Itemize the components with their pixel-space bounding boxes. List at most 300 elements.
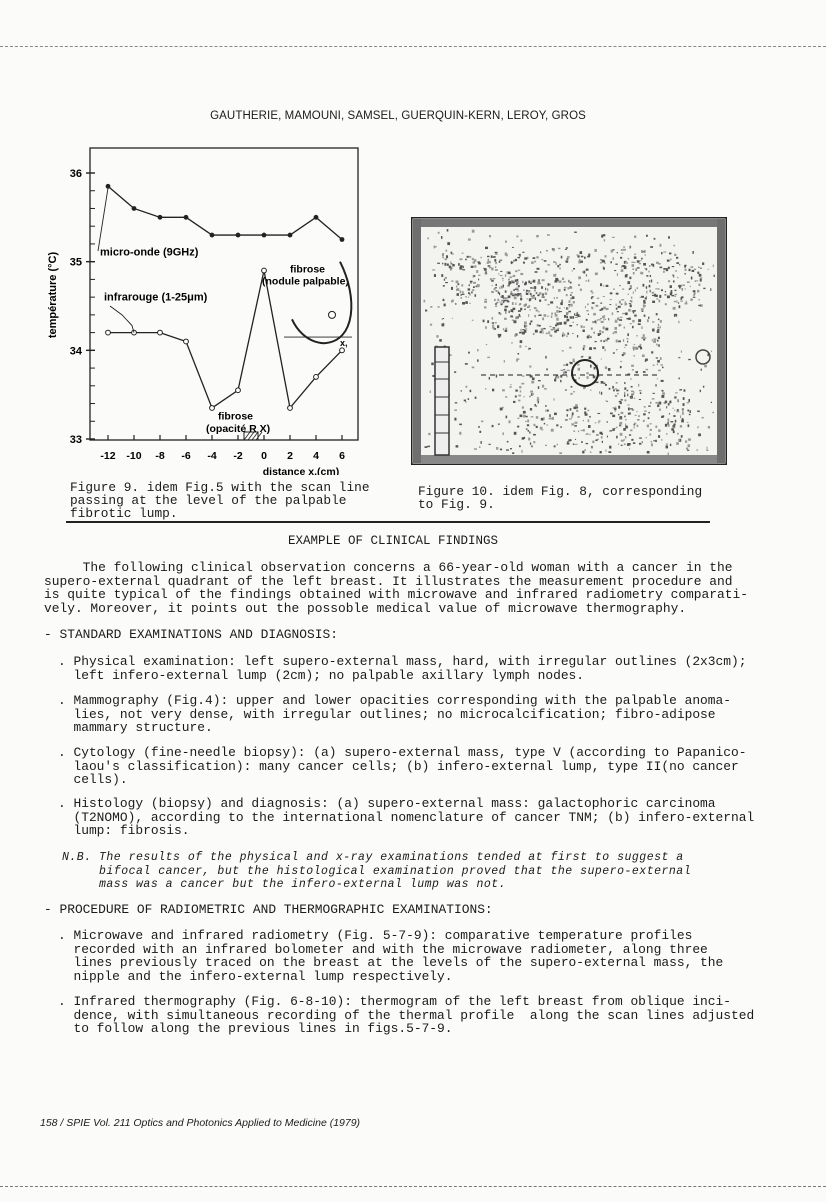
thermogram-speckle bbox=[536, 426, 538, 428]
thermogram-speckle bbox=[554, 398, 555, 400]
thermogram-speckle bbox=[519, 345, 521, 347]
thermogram-speckle bbox=[659, 295, 661, 298]
thermogram-speckle bbox=[544, 423, 545, 425]
thermogram-speckle bbox=[687, 410, 689, 412]
thermogram-speckle bbox=[503, 432, 504, 435]
thermogram-speckle bbox=[677, 433, 679, 435]
thermogram-speckle bbox=[674, 301, 676, 302]
thermogram-speckle bbox=[652, 339, 653, 341]
thermogram-speckle bbox=[562, 350, 564, 351]
thermogram-speckle bbox=[457, 283, 459, 285]
thermogram-speckle bbox=[535, 271, 538, 273]
thermogram-speckle bbox=[642, 355, 645, 357]
thermogram-speckle bbox=[590, 389, 591, 390]
thermogram-speckle bbox=[633, 346, 635, 349]
thermogram-speckle bbox=[570, 294, 572, 295]
thermogram-speckle bbox=[599, 330, 601, 332]
thermogram-speckle bbox=[677, 409, 679, 410]
thermogram-speckle bbox=[697, 290, 699, 293]
thermogram-speckle bbox=[693, 297, 696, 298]
thermogram-speckle bbox=[442, 256, 444, 258]
thermogram-speckle bbox=[631, 365, 634, 367]
thermogram-speckle bbox=[573, 301, 575, 303]
thermogram-speckle bbox=[457, 293, 459, 296]
thermogram-speckle bbox=[462, 302, 465, 305]
microwave-point bbox=[106, 184, 111, 189]
thermogram-speckle bbox=[494, 299, 495, 301]
thermogram-speckle bbox=[434, 274, 436, 277]
thermogram-speckle bbox=[689, 269, 691, 271]
thermogram-speckle bbox=[560, 375, 562, 378]
thermogram-speckle bbox=[677, 277, 678, 278]
thermogram-speckle bbox=[445, 258, 447, 260]
thermogram-speckle bbox=[668, 424, 669, 427]
standard-heading: - STANDARD EXAMINATIONS AND DIAGNOSIS: bbox=[44, 627, 338, 642]
thermogram-speckle bbox=[625, 419, 626, 420]
thermogram-speckle bbox=[658, 300, 660, 303]
thermogram-speckle bbox=[655, 295, 656, 296]
thermogram-speckle bbox=[571, 386, 573, 388]
thermogram-speckle bbox=[594, 331, 595, 333]
thermogram-speckle bbox=[493, 256, 496, 258]
thermogram-speckle bbox=[495, 322, 497, 323]
thermogram-speckle bbox=[546, 368, 548, 370]
thermogram-speckle bbox=[469, 256, 471, 258]
thermogram-speckle bbox=[566, 320, 567, 321]
thermogram-speckle bbox=[676, 314, 677, 317]
thermogram-speckle bbox=[489, 235, 491, 237]
thermogram-speckle bbox=[570, 304, 572, 307]
y-tick-label: 35 bbox=[69, 256, 82, 269]
thermogram-speckle bbox=[496, 447, 498, 450]
thermogram-speckle bbox=[487, 261, 488, 264]
thermogram-speckle bbox=[603, 285, 604, 287]
thermogram-speckle bbox=[608, 368, 610, 371]
thermogram-speckle bbox=[489, 261, 491, 263]
thermogram-speckle bbox=[643, 263, 646, 266]
thermogram-speckle bbox=[561, 300, 562, 303]
thermogram-speckle bbox=[515, 395, 517, 397]
thermogram-speckle bbox=[700, 268, 702, 269]
thermogram-speckle bbox=[535, 298, 536, 301]
thermogram-speckle bbox=[688, 359, 691, 360]
thermogram-speckle bbox=[496, 290, 497, 291]
thermogram-speckle bbox=[606, 367, 608, 369]
thermogram-speckle bbox=[613, 289, 614, 290]
thermogram-speckle bbox=[555, 377, 556, 379]
thermogram-speckle bbox=[614, 327, 617, 330]
thermogram-speckle bbox=[624, 261, 626, 264]
thermogram-speckle bbox=[663, 268, 665, 270]
thermogram-speckle bbox=[522, 375, 525, 376]
nb-note: N.B. The results of the physical and x-ray examinations tended at first to suggest a bifocal cancer, but the histological examination proved that the supero-external mass was a cancer but the infero-external lump was not. bbox=[62, 851, 692, 891]
thermogram-speckle bbox=[652, 301, 655, 303]
thermogram-speckle bbox=[520, 415, 523, 418]
thermogram-speckle bbox=[617, 393, 619, 395]
thermogram-speckle bbox=[519, 304, 521, 305]
thermogram-speckle bbox=[673, 275, 674, 278]
thermogram-speckle bbox=[520, 294, 522, 296]
thermogram-speckle bbox=[621, 445, 623, 446]
thermogram-speckle bbox=[673, 408, 674, 409]
thermogram-speckle bbox=[562, 334, 563, 336]
thermogram-speckle bbox=[554, 413, 557, 415]
thermogram-speckle bbox=[634, 254, 635, 255]
thermogram-speckle bbox=[688, 399, 690, 402]
thermogram-speckle bbox=[646, 296, 647, 297]
thermogram-speckle bbox=[599, 391, 600, 394]
thermogram-speckle bbox=[495, 303, 497, 304]
thermogram-speckle bbox=[545, 405, 547, 407]
thermogram-speckle bbox=[586, 274, 587, 276]
thermogram-speckle bbox=[662, 367, 664, 369]
thermogram-speckle bbox=[592, 441, 594, 443]
thermogram-speckle bbox=[491, 268, 493, 271]
thermogram-speckle bbox=[657, 282, 658, 284]
thermogram-speckle bbox=[431, 363, 433, 366]
thermogram-speckle bbox=[509, 276, 511, 278]
list-item-physical-exam: . Physical examination: left supero-external mass, hard, with irregular outlines (2x3cm); left infero-external lump (2cm); no palpable axillary lymph nodes. bbox=[58, 654, 747, 683]
thermogram-speckle bbox=[621, 304, 623, 305]
fibrose-bottom-label-2: (opacité R X) bbox=[206, 422, 271, 435]
thermogram-speckle bbox=[625, 344, 627, 345]
thermogram-speckle bbox=[629, 448, 630, 449]
thermogram-speckle bbox=[571, 415, 572, 418]
thermogram-speckle bbox=[666, 445, 669, 448]
thermogram-speckle bbox=[619, 422, 622, 425]
thermogram-speckle bbox=[654, 238, 656, 240]
thermogram-speckle bbox=[613, 352, 615, 353]
thermogram-speckle bbox=[560, 303, 562, 304]
thermogram-speckle bbox=[616, 340, 618, 343]
thermogram-speckle bbox=[538, 386, 539, 389]
thermogram-speckle bbox=[643, 413, 646, 415]
thermogram-speckle bbox=[514, 297, 517, 300]
thermogram-speckle bbox=[457, 288, 459, 290]
thermogram-speckle bbox=[518, 400, 520, 402]
thermogram-speckle bbox=[565, 389, 567, 390]
thermogram-speckle bbox=[641, 308, 644, 311]
thermogram-speckle bbox=[472, 289, 474, 291]
thermogram-speckle bbox=[558, 289, 561, 292]
thermogram-speckle bbox=[545, 292, 547, 294]
thermogram-speckle bbox=[690, 286, 691, 287]
thermogram-speckle bbox=[565, 419, 568, 420]
thermogram-speckle bbox=[588, 419, 590, 422]
thermogram-speckle bbox=[658, 337, 660, 339]
thermogram-speckle bbox=[645, 268, 647, 269]
thermogram-speckle bbox=[598, 319, 601, 320]
thermogram-speckle bbox=[459, 258, 462, 260]
fibrose-bottom-label: fibrose bbox=[218, 410, 254, 423]
thermogram-speckle bbox=[700, 390, 701, 392]
thermogram-speckle bbox=[477, 284, 480, 287]
thermogram-speckle bbox=[676, 262, 679, 264]
thermogram-speckle bbox=[475, 397, 477, 399]
thermogram-speckle bbox=[650, 429, 652, 431]
thermogram-speckle bbox=[624, 266, 627, 269]
thermogram-speckle bbox=[666, 433, 667, 435]
thermogram-speckle bbox=[676, 300, 677, 303]
thermogram-speckle bbox=[450, 261, 451, 263]
thermogram-speckle bbox=[546, 333, 548, 335]
thermogram-speckle bbox=[556, 424, 558, 426]
thermogram-speckle bbox=[621, 299, 624, 300]
thermogram-speckle bbox=[505, 252, 507, 254]
thermogram-speckle bbox=[445, 277, 447, 279]
top-scan-line bbox=[0, 46, 826, 47]
thermogram-speckle bbox=[609, 388, 611, 390]
thermogram-speckle bbox=[586, 443, 588, 444]
thermogram-speckle bbox=[600, 318, 602, 319]
thermogram-speckle bbox=[659, 409, 661, 411]
thermogram-speckle bbox=[547, 410, 549, 412]
x-tick-label: 4 bbox=[313, 450, 319, 462]
thermogram-speckle bbox=[500, 449, 502, 451]
thermogram-speckle bbox=[604, 315, 605, 316]
thermogram-speckle bbox=[633, 355, 634, 356]
thermogram-speckle bbox=[569, 300, 571, 303]
thermogram-speckle bbox=[548, 331, 550, 333]
thermogram-speckle bbox=[456, 445, 459, 447]
thermogram-speckle bbox=[505, 311, 507, 314]
x-tick-label: 0 bbox=[261, 450, 267, 462]
thermogram-speckle bbox=[499, 260, 502, 261]
thermogram-speckle bbox=[441, 236, 442, 239]
thermogram-speckle bbox=[621, 399, 623, 400]
thermogram-speckle bbox=[649, 280, 650, 282]
thermogram-speckle bbox=[473, 286, 475, 288]
thermogram-speckle bbox=[574, 232, 577, 233]
thermogram-speckle bbox=[601, 308, 603, 310]
thermogram-speckle bbox=[661, 439, 662, 441]
thermogram-speckle bbox=[627, 333, 629, 336]
thermogram-speckle bbox=[568, 439, 570, 441]
thermogram-speckle bbox=[498, 273, 500, 274]
thermogram-speckle bbox=[556, 306, 558, 308]
thermogram-speckle bbox=[629, 246, 630, 249]
thermogram-speckle bbox=[650, 290, 651, 293]
thermogram-speckle bbox=[639, 443, 641, 444]
thermogram-speckle bbox=[582, 451, 584, 454]
y-axis-label: température (°C) bbox=[47, 251, 59, 339]
thermogram-speckle bbox=[520, 340, 523, 343]
thermogram-speckle bbox=[465, 296, 467, 297]
thermogram-speckle bbox=[538, 315, 541, 316]
thermogram-speckle bbox=[624, 382, 625, 384]
thermogram-speckle bbox=[601, 436, 603, 438]
thermogram-speckle bbox=[638, 415, 640, 417]
thermogram-speckle bbox=[530, 391, 533, 393]
thermogram-speckle bbox=[713, 412, 714, 413]
thermogram-speckle bbox=[685, 265, 686, 266]
thermogram-speckle bbox=[595, 440, 597, 442]
thermogram-speckle bbox=[690, 266, 693, 268]
thermogram-speckle bbox=[592, 302, 595, 304]
thermogram-speckle bbox=[643, 339, 645, 341]
thermogram-speckle bbox=[558, 248, 560, 249]
thermogram-speckle bbox=[619, 301, 621, 304]
thermogram-speckle bbox=[595, 273, 598, 276]
thermogram-speckle bbox=[667, 260, 670, 262]
thermogram-speckle bbox=[713, 265, 714, 268]
thermogram-speckle bbox=[446, 250, 448, 252]
thermogram-speckle bbox=[489, 267, 491, 268]
thermogram-speckle bbox=[461, 297, 462, 298]
thermogram-speckle bbox=[590, 336, 592, 337]
thermogram-speckle bbox=[520, 315, 521, 317]
thermogram-speckle bbox=[619, 419, 622, 420]
thermogram-speckle bbox=[629, 434, 631, 435]
fibrose-top-label: fibrose bbox=[290, 263, 326, 276]
thermogram-speckle bbox=[667, 422, 668, 425]
thermogram-speckle bbox=[597, 413, 600, 414]
thermogram-speckle bbox=[648, 417, 650, 419]
thermogram-speckle bbox=[438, 232, 440, 234]
thermogram-speckle bbox=[588, 425, 591, 428]
thermogram-speckle bbox=[634, 398, 635, 399]
thermogram-speckle bbox=[583, 348, 585, 351]
thermogram-speckle bbox=[502, 278, 504, 279]
list-item-histology: . Histology (biopsy) and diagnosis: (a) supero-external mass: galactophoric carcinoma (T2NOMO), according to the international nomenclature of cancer TNM; (b) infero-external lump: fibrosis. bbox=[58, 796, 755, 838]
thermogram-speckle bbox=[563, 369, 565, 370]
thermogram-speckle bbox=[629, 277, 631, 279]
thermogram-speckle bbox=[523, 411, 526, 414]
scale-bar bbox=[435, 347, 449, 455]
thermogram-speckle bbox=[519, 386, 521, 388]
thermogram-speckle bbox=[612, 415, 615, 417]
thermogram-speckle bbox=[703, 386, 704, 388]
thermogram-speckle bbox=[518, 353, 520, 355]
thermogram-speckle bbox=[487, 357, 490, 358]
thermogram-speckle bbox=[497, 325, 499, 328]
microwave-point bbox=[236, 233, 241, 238]
thermogram-speckle bbox=[559, 268, 561, 270]
thermogram-speckle bbox=[533, 280, 536, 283]
thermogram-speckle bbox=[642, 441, 643, 443]
thermogram-speckle bbox=[572, 316, 574, 319]
thermogram-speckle bbox=[652, 295, 654, 296]
thermogram-speckle bbox=[624, 394, 625, 397]
thermogram-speckle bbox=[532, 296, 535, 299]
thermogram-speckle bbox=[618, 444, 619, 445]
thermogram-speckle bbox=[529, 298, 531, 301]
thermogram-speckle bbox=[493, 278, 495, 279]
thermogram-speckle bbox=[556, 310, 558, 313]
thermogram-speckle bbox=[505, 328, 507, 330]
thermogram-speckle bbox=[633, 442, 635, 444]
thermogram-speckle bbox=[560, 426, 561, 428]
thermogram-speckle bbox=[470, 283, 471, 284]
thermogram-speckle bbox=[468, 297, 469, 298]
thermogram-speckle bbox=[485, 388, 486, 389]
thermogram-speckle bbox=[474, 275, 476, 277]
thermogram-speckle bbox=[615, 264, 617, 265]
thermogram-speckle bbox=[591, 291, 593, 292]
microwave-point bbox=[262, 233, 267, 238]
thermogram-speckle bbox=[673, 427, 675, 429]
thermogram-speckle bbox=[621, 440, 624, 442]
list-item-cytology: . Cytology (fine-needle biopsy): (a) supero-external mass, type V (according to Papanico- laou's classification): many cancer cells; (b) infero-external lump, type II(no cancer cells). bbox=[58, 745, 747, 787]
thermogram-speckle bbox=[680, 415, 681, 418]
thermogram-speckle bbox=[674, 410, 675, 411]
thermogram-speckle bbox=[577, 416, 579, 418]
thermogram-speckle bbox=[468, 288, 471, 290]
thermogram-speckle bbox=[625, 436, 626, 438]
thermogram-speckle bbox=[544, 388, 547, 389]
thermogram-speckle bbox=[565, 249, 567, 250]
thermogram-speckle bbox=[612, 428, 614, 431]
thermogram-speckle bbox=[484, 268, 487, 271]
thermogram-speckle bbox=[505, 306, 508, 308]
thermogram-speckle bbox=[512, 316, 513, 317]
thermogram-speckle bbox=[649, 423, 651, 424]
thermogram-speckle bbox=[616, 349, 618, 350]
thermogram-speckle bbox=[670, 444, 671, 446]
thermogram-speckle bbox=[706, 450, 708, 451]
thermogram-speckle bbox=[533, 257, 536, 259]
thermogram-speckle bbox=[621, 250, 623, 251]
thermogram-speckle bbox=[510, 448, 512, 449]
thermogram-speckle bbox=[590, 365, 592, 368]
thermogram-speckle bbox=[615, 388, 618, 389]
thermogram-speckle bbox=[479, 431, 481, 433]
thermogram-speckle bbox=[700, 277, 703, 278]
thermogram-speckle bbox=[650, 402, 651, 404]
thermogram-speckle bbox=[538, 380, 541, 381]
thermogram-speckle bbox=[571, 423, 574, 425]
thermogram-speckle bbox=[472, 320, 474, 321]
thermogram-speckle bbox=[620, 317, 622, 318]
thermogram-speckle bbox=[676, 410, 679, 412]
thermogram-speckle bbox=[594, 367, 596, 370]
thermogram-speckle bbox=[525, 325, 527, 327]
thermogram-speckle bbox=[537, 324, 539, 326]
thermogram-speckle bbox=[663, 251, 666, 252]
thermogram-speckle bbox=[518, 395, 521, 397]
thermogram-speckle bbox=[658, 435, 660, 438]
thermogram-speckle bbox=[507, 301, 510, 302]
thermogram-speckle bbox=[538, 311, 539, 313]
thermogram-speckle bbox=[486, 344, 487, 345]
thermogram-speckle bbox=[651, 264, 653, 266]
thermogram-speckle bbox=[573, 407, 576, 410]
axis-x-symbol: x, bbox=[340, 337, 348, 348]
thermogram-speckle bbox=[456, 281, 459, 284]
thermogram-speckle bbox=[462, 294, 465, 295]
thermogram-speckle bbox=[607, 421, 608, 423]
thermogram-speckle bbox=[442, 318, 443, 319]
thermogram-speckle bbox=[430, 324, 432, 326]
thermogram-speckle bbox=[481, 421, 483, 423]
thermogram-speckle bbox=[645, 297, 647, 299]
thermogram-speckle bbox=[673, 430, 675, 433]
thermogram-speckle bbox=[633, 426, 634, 428]
thermogram-speckle bbox=[548, 283, 550, 285]
thermogram-speckle bbox=[673, 415, 675, 417]
thermogram-speckle bbox=[534, 315, 536, 317]
thermogram-speckle bbox=[655, 288, 658, 289]
thermogram-speckle bbox=[640, 272, 641, 275]
thermogram-speckle bbox=[649, 285, 651, 288]
thermogram-speckle bbox=[658, 288, 660, 290]
thermogram-speckle bbox=[504, 309, 507, 312]
thermogram-speckle bbox=[632, 264, 635, 267]
thermogram-speckle bbox=[492, 327, 495, 329]
x-axis-label: distance x,(cm) bbox=[262, 466, 340, 475]
thermogram-speckle bbox=[601, 433, 603, 435]
thermogram-speckle bbox=[643, 334, 645, 337]
